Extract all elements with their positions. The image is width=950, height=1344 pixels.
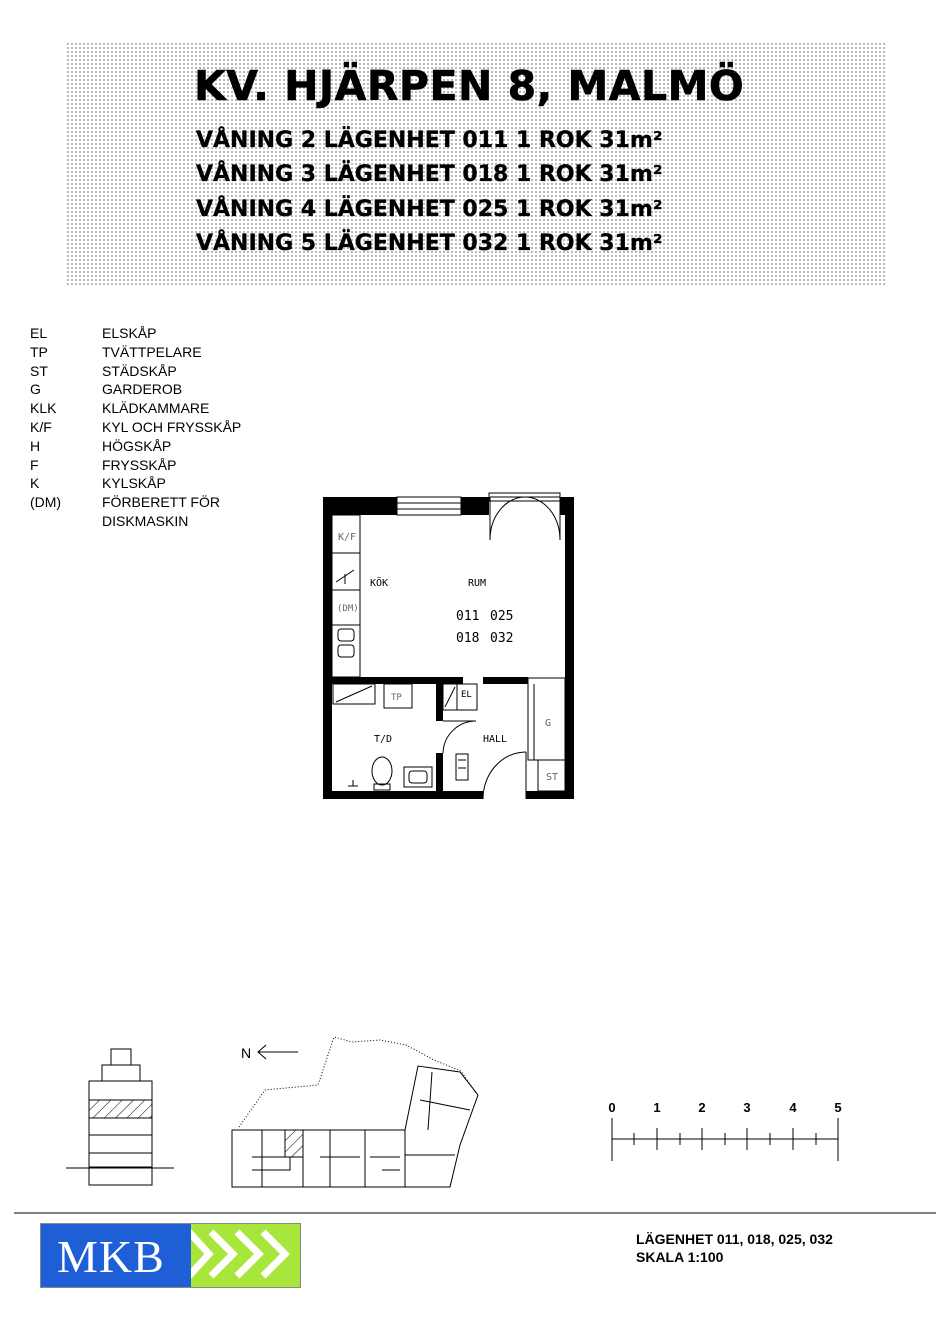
label-kok: KÖK: [370, 578, 389, 589]
legend-desc: TVÄTTPELARE: [102, 343, 202, 360]
legend-desc: FRYSSKÅP: [102, 456, 177, 473]
scale-tick: 0: [608, 1100, 616, 1115]
label-st: ST: [546, 772, 559, 783]
label-tp: TP: [391, 693, 402, 703]
bath-shelf: [333, 684, 375, 704]
legend-desc: KYL OCH FRYSSKÅP: [102, 418, 242, 435]
floor-plan: [323, 493, 574, 799]
toilet: [372, 757, 392, 790]
legend-abbr: H: [30, 437, 41, 454]
label-apt-018: 018: [456, 631, 480, 646]
scale-tick: 1: [653, 1100, 661, 1115]
wall-east: [565, 497, 574, 799]
site-plan: [232, 1037, 478, 1187]
wall-hall-top: [483, 677, 528, 684]
hall-shoe-rack: [456, 754, 468, 780]
legend-desc: KYLSKÅP: [102, 475, 166, 492]
wall-north-mid: [461, 497, 489, 515]
label-apt-032: 032: [490, 631, 514, 646]
legend-abbr: K/F: [30, 418, 52, 435]
scale-tick: 2: [698, 1100, 706, 1115]
scale-tick: 3: [743, 1100, 751, 1115]
logo-text: MKB: [57, 1231, 165, 1282]
legend-desc: FÖRBERETT FÖR: [102, 494, 220, 511]
legend-desc: GARDEROB: [102, 381, 183, 398]
wall-north-left: [323, 497, 397, 515]
wall-bath-top-b: [441, 677, 463, 684]
legend-abbr: EL: [30, 325, 48, 341]
label-kf: K/F: [338, 532, 357, 543]
legend-desc: HÖGSKÅP: [102, 437, 172, 454]
floor-line-4: VÅNING 4 LÄGENHET 025 1 ROK 31m²: [196, 197, 663, 222]
legend-abbr: F: [30, 456, 39, 473]
scale-tick: 5: [834, 1100, 842, 1115]
plan-labels: [337, 532, 558, 783]
legend-abbr: G: [30, 381, 41, 398]
wall-west: [323, 497, 332, 799]
legend-abbr: ST: [30, 362, 48, 379]
label-g: G: [545, 718, 552, 729]
floor-line-3: VÅNING 3 LÄGENHET 018 1 ROK 31m²: [196, 162, 663, 187]
balcony-door: [489, 493, 560, 540]
window: [397, 497, 461, 515]
logo-arrows-icon: [191, 1224, 300, 1287]
wash-basin: [404, 767, 432, 787]
footer-apartments: LÄGENHET 011, 018, 025, 032: [636, 1231, 833, 1247]
scale-ticks: [608, 1100, 841, 1115]
legend-abbr: K: [30, 475, 40, 492]
entrance-door: [483, 752, 526, 799]
legend-abbr: KLK: [30, 400, 57, 417]
floor-line-5: VÅNING 5 LÄGENHET 032 1 ROK 31m²: [196, 231, 663, 256]
legend-desc: STÄDSKÅP: [102, 362, 177, 379]
page-title: KV. HJÄRPEN 8, MALMÖ: [194, 62, 745, 110]
floor-drain: [348, 780, 358, 786]
legend-desc: KLÄDKAMMARE: [102, 400, 210, 417]
mkb-logo: [40, 1223, 301, 1288]
logo-green-panel: [191, 1224, 300, 1287]
legend-abbr: TP: [30, 343, 48, 360]
north-label: N: [241, 1045, 252, 1061]
scale-tick: 4: [789, 1100, 797, 1115]
label-el: EL: [461, 690, 472, 700]
footer-scale: SKALA 1:100: [636, 1249, 724, 1265]
electric-cabinet: [443, 684, 477, 710]
wall-bath-top: [323, 677, 441, 684]
label-rum: RUM: [468, 578, 487, 589]
legend-abbr: (DM): [30, 494, 62, 511]
label-apt-011: 011: [456, 609, 480, 624]
floor-line-2: VÅNING 2 LÄGENHET 011 1 ROK 31m²: [196, 128, 663, 153]
wall-south-right: [526, 791, 574, 799]
north-arrow-icon: [258, 1045, 298, 1059]
label-dm: (DM): [337, 604, 359, 614]
label-hall: HALL: [483, 734, 508, 745]
legend-desc: DISKMASKIN: [102, 512, 189, 529]
wall-bath-side: [436, 677, 443, 721]
legend-desc: ELSKÅP: [102, 325, 157, 341]
scale-bar: [612, 1118, 838, 1161]
bathroom-door: [443, 721, 476, 753]
wall-bath-side-low: [436, 753, 443, 799]
wall-south-left: [323, 791, 483, 799]
building-section: [66, 1049, 174, 1185]
label-apt-025: 025: [490, 609, 514, 624]
wall-north-right: [560, 497, 574, 515]
label-td: T/D: [374, 734, 393, 745]
